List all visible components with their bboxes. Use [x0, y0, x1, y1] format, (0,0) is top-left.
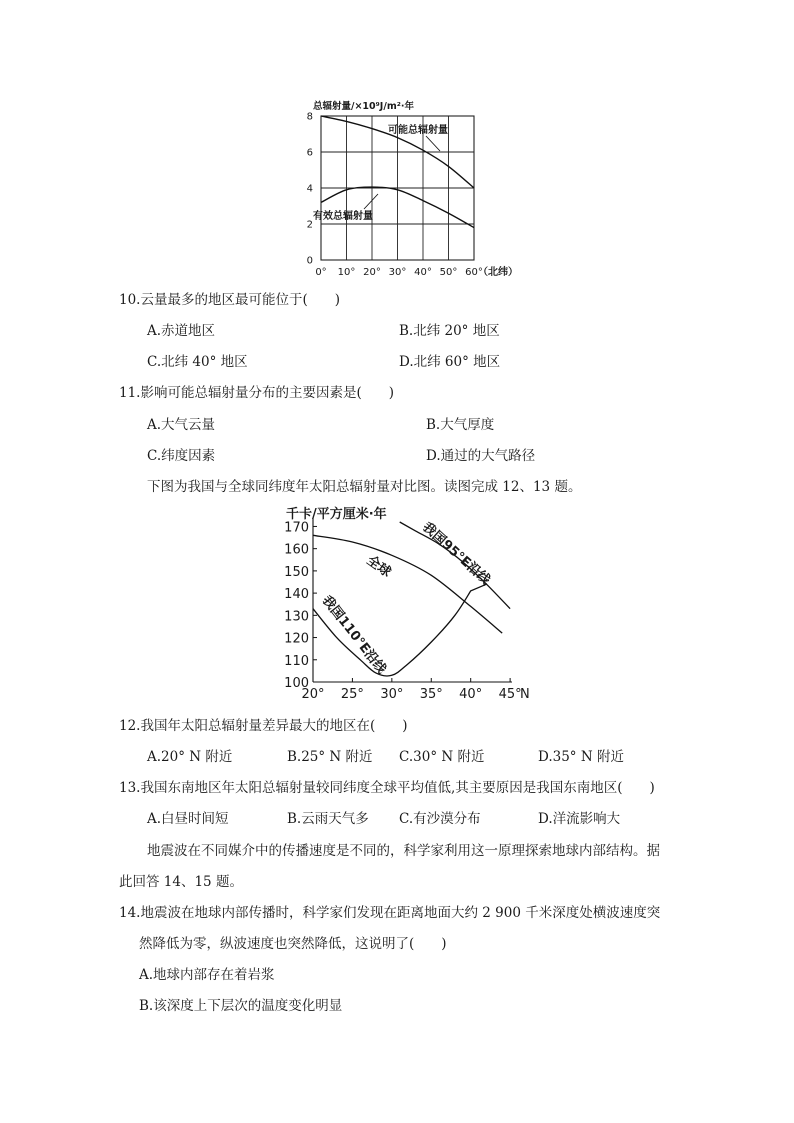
series-label-95e: 我国95°E沿线	[419, 519, 493, 589]
chart1-labels	[307, 100, 518, 278]
x-tick-label: 10°	[337, 267, 356, 278]
y-tick-label: 150	[284, 564, 309, 580]
x-tick-label: 30°	[388, 267, 407, 278]
y-tick-label: 140	[284, 587, 309, 603]
q12-option-d[interactable]: D.35° N 附近	[538, 749, 624, 765]
series-label-global: 全球	[363, 553, 394, 581]
q13-option-d[interactable]: D.洋流影响大	[538, 811, 621, 827]
y-tick-label: 4	[306, 183, 313, 195]
chart2-labels	[284, 506, 530, 702]
y-tick-label: 170	[284, 520, 309, 536]
x-tick-label: 25°	[340, 687, 364, 702]
q13-option-c[interactable]: C.有沙漠分布	[399, 811, 481, 827]
y-tick-label: 110	[284, 653, 309, 669]
q11-stem: 11.影响可能总辐射量分布的主要因素是( )	[119, 385, 395, 401]
q14-stem-line1: 14.地震波在地球内部传播时，科学家们发现在距离地面大约 2 900 千米深度处横波速度突	[119, 905, 661, 921]
intro-12-13: 下图为我国与全球同纬度年太阳总辐射量对比图。读图完成 12、13 题。	[147, 479, 582, 495]
y-tick-label: 6	[306, 147, 313, 159]
q10-option-a[interactable]: A.赤道地区	[147, 323, 216, 339]
x-axis-unit: N	[520, 687, 530, 702]
q11-option-c[interactable]: C.纬度因素	[147, 448, 216, 464]
q10-option-d[interactable]: D.北纬 60° 地区	[399, 354, 501, 370]
y-tick-label: 120	[284, 631, 309, 647]
series-label-effective: 有效总辐射量	[313, 211, 373, 222]
x-tick-label: 50°	[439, 267, 458, 278]
q12-stem: 12.我国年太阳总辐射量差异最大的地区在( )	[119, 718, 408, 734]
y-tick-label: 0	[306, 255, 313, 267]
q10-option-b[interactable]: B.北纬 20° 地区	[399, 323, 500, 339]
leader-line-effective	[364, 194, 378, 209]
leader-line-possible	[426, 136, 440, 151]
x-tick-label: 40°	[459, 687, 483, 702]
china-vs-global-radiation-chart	[278, 504, 540, 704]
y-tick-label: 100	[284, 676, 309, 691]
radiation-latitude-chart	[296, 96, 536, 282]
x-tick-label: 20°	[363, 267, 381, 278]
q12-option-a[interactable]: A.20° N 附近	[147, 749, 233, 765]
series-label-possible: 可能总辐射量	[388, 125, 448, 136]
y-tick-label: 2	[306, 219, 313, 231]
x-axis-unit: （北纬）	[478, 267, 518, 278]
x-tick-label: 60°	[465, 267, 483, 278]
chart2-axes	[313, 518, 512, 682]
y-axis-title: 总辐射量/×10⁹J/m²·年	[313, 101, 414, 112]
q11-option-a[interactable]: A.大气云量	[147, 417, 216, 433]
q12-option-b[interactable]: B.25° N 附近	[287, 749, 373, 765]
y-axis-title: 千卡/平方厘米·年	[286, 507, 387, 522]
q13-option-b[interactable]: B.云雨天气多	[287, 811, 369, 827]
y-tick-label: 160	[284, 542, 309, 558]
x-tick-label: 30°	[380, 687, 404, 702]
china-95e-line	[400, 522, 510, 609]
y-tick-label: 8	[306, 111, 313, 123]
q14-stem-line2: 然降低为零，纵波速度也突然降低，这说明了( )	[139, 936, 447, 952]
q14-option-b[interactable]: B.该深度上下层次的温度变化明显	[139, 998, 343, 1014]
q11-option-b[interactable]: B.大气厚度	[426, 417, 495, 433]
q10-option-c[interactable]: C.北纬 40° 地区	[147, 354, 248, 370]
q10-stem: 10.云量最多的地区最可能位于( )	[119, 292, 341, 308]
intro-14-15-line1: 地震波在不同媒介中的传播速度是不同的，科学家利用这一原理探索地球内部结构。据	[147, 843, 660, 859]
x-tick-label: 40°	[414, 267, 432, 278]
series-label-110e: 我国110°E沿线	[318, 593, 389, 677]
x-tick-label: 35°	[419, 687, 443, 702]
q14-option-a[interactable]: A.地球内部存在着岩浆	[139, 967, 275, 983]
q11-option-d[interactable]: D.通过的大气路径	[426, 448, 536, 464]
q13-option-a[interactable]: A.白昼时间短	[147, 811, 229, 827]
intro-14-15-line2: 此回答 14、15 题。	[119, 874, 243, 890]
x-tick-label: 45°	[498, 687, 522, 702]
q13-stem: 13.我国东南地区年太阳总辐射量较同纬度全球平均值低,其主要原因是我国东南地区( )	[119, 780, 655, 796]
x-tick-label: 20°	[301, 687, 325, 702]
chart2-series	[313, 522, 510, 676]
x-tick-label: 0°	[315, 267, 327, 278]
q12-option-c[interactable]: C.30° N 附近	[399, 749, 485, 765]
y-tick-label: 130	[284, 609, 309, 625]
